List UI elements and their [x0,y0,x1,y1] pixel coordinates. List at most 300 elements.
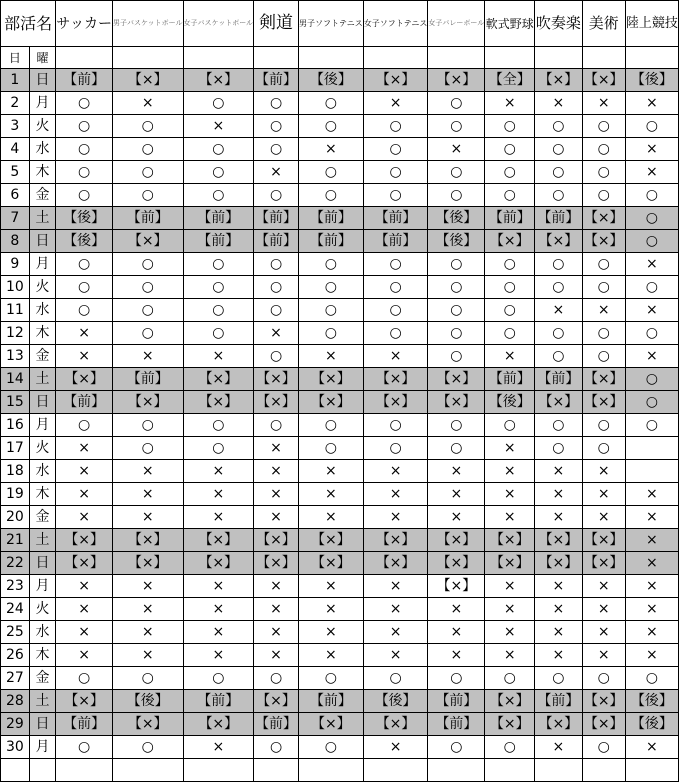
schedule-cell: ○ [535,184,582,207]
schedule-cell: × [363,575,428,598]
schedule-cell: 【×】 [183,391,254,414]
schedule-cell: × [485,345,535,368]
schedule-cell: ○ [56,184,113,207]
schedule-cell: × [582,575,625,598]
schedule-cell: ○ [113,414,184,437]
schedule-cell: × [254,621,299,644]
schedule-cell: × [299,506,364,529]
schedule-cell: 【前】 [485,207,535,230]
schedule-cell: × [363,345,428,368]
club-header-track-field: 陸上競技 [625,1,678,47]
schedule-cell: × [582,299,625,322]
schedule-cell: 【前】 [535,207,582,230]
schedule-cell [625,437,678,460]
schedule-cell: 【×】 [363,529,428,552]
schedule-cell: ○ [535,414,582,437]
schedule-cell: ○ [183,322,254,345]
schedule-cell: 【×】 [582,368,625,391]
schedule-cell: × [183,598,254,621]
schedule-cell: ○ [535,253,582,276]
schedule-cell: 【×】 [56,368,113,391]
schedule-cell: × [183,736,254,759]
schedule-cell: × [485,92,535,115]
table-row [1,92,679,115]
weekday: 金 [29,345,56,368]
schedule-cell: 【前】 [254,713,299,736]
schedule-cell: × [485,506,535,529]
schedule-cell: 【×】 [535,391,582,414]
schedule-cell: 【×】 [485,713,535,736]
weekday: 日 [29,69,56,92]
schedule-cell: ○ [582,253,625,276]
schedule-cell: × [535,460,582,483]
schedule-cell: ○ [363,138,428,161]
schedule-cell: ○ [183,184,254,207]
schedule-cell: 【前】 [56,713,113,736]
schedule-cell: 【×】 [254,552,299,575]
schedule-cell: ○ [56,161,113,184]
schedule-cell: ○ [299,736,364,759]
schedule-cell: × [56,437,113,460]
table-row [1,368,679,391]
schedule-cell: ○ [582,115,625,138]
schedule-cell: 【×】 [299,529,364,552]
schedule-cell: ○ [299,184,364,207]
schedule-cell: ○ [299,299,364,322]
schedule-cell: × [299,621,364,644]
schedule-cell: × [535,575,582,598]
table-row [1,506,679,529]
schedule-cell: 【×】 [113,69,184,92]
schedule-cell: ○ [56,667,113,690]
schedule-cell: ○ [299,253,364,276]
schedule-cell: 【×】 [363,552,428,575]
table-row [1,713,679,736]
schedule-cell: × [183,115,254,138]
day-number: 21 [1,529,30,552]
schedule-cell: × [625,575,678,598]
day-number: 25 [1,621,30,644]
club-header-kendo: 剣道 [254,1,299,47]
weekday: 木 [29,322,56,345]
day-number: 3 [1,115,30,138]
schedule-cell: ○ [183,276,254,299]
schedule-cell: × [625,529,678,552]
schedule-cell: ○ [113,253,184,276]
schedule-cell: 【×】 [363,69,428,92]
schedule-cell: × [56,345,113,368]
schedule-cell: × [582,506,625,529]
weekday: 水 [29,138,56,161]
schedule-cell [183,759,254,782]
schedule-cell: 【前】 [363,230,428,253]
schedule-cell: × [582,621,625,644]
weekday: 金 [29,184,56,207]
schedule-cell: × [113,644,184,667]
day-number: 24 [1,598,30,621]
schedule-cell: ○ [428,92,485,115]
schedule-cell: ○ [428,276,485,299]
schedule-cell: 【×】 [582,713,625,736]
day-number: 28 [1,690,30,713]
schedule-cell: × [535,598,582,621]
club-header-girls-volleyball: 女子バレーボール [428,1,485,47]
weekday: 金 [29,506,56,529]
schedule-cell: ○ [183,299,254,322]
weekday: 月 [29,736,56,759]
schedule-cell [113,759,184,782]
schedule-cell: × [113,460,184,483]
schedule-cell: ○ [254,276,299,299]
club-header-brass-band: 吹奏楽 [535,1,582,47]
schedule-cell: ○ [254,736,299,759]
schedule-cell: 【前】 [183,230,254,253]
schedule-cell: ○ [183,161,254,184]
schedule-cell: × [485,621,535,644]
schedule-cell: ○ [183,414,254,437]
table-row [1,437,679,460]
schedule-cell: ○ [363,299,428,322]
schedule-cell: 【×】 [113,391,184,414]
schedule-cell: ○ [299,161,364,184]
schedule-cell: 【×】 [183,529,254,552]
schedule-cell: ○ [363,437,428,460]
weekday: 火 [29,276,56,299]
schedule-cell [254,759,299,782]
table-row [1,207,679,230]
schedule-cell: ○ [428,184,485,207]
weekday: 火 [29,598,56,621]
schedule-cell: ○ [485,322,535,345]
schedule-cell: × [485,575,535,598]
table-row [1,184,679,207]
weekday: 日 [29,230,56,253]
table-row [1,138,679,161]
schedule-cell: ○ [363,115,428,138]
schedule-cell: ○ [56,299,113,322]
corner-title: 部活名 [1,1,56,47]
schedule-cell: ○ [183,253,254,276]
schedule-cell: ○ [428,161,485,184]
schedule-cell: × [625,506,678,529]
day-number: 18 [1,460,30,483]
schedule-cell: 【×】 [113,713,184,736]
schedule-cell: ○ [299,667,364,690]
table-row [1,529,679,552]
schedule-cell: ○ [535,161,582,184]
day-number: 29 [1,713,30,736]
schedule-cell: ○ [485,138,535,161]
schedule-cell: ○ [254,92,299,115]
weekday: 月 [29,575,56,598]
day-number: 22 [1,552,30,575]
schedule-cell: ○ [363,161,428,184]
schedule-cell: ○ [582,276,625,299]
table-row [1,598,679,621]
weekday [29,759,56,782]
schedule-cell [535,759,582,782]
schedule-cell: ○ [183,667,254,690]
schedule-cell [299,759,364,782]
day-number: 1 [1,69,30,92]
schedule-cell: × [254,598,299,621]
schedule-cell: ○ [485,276,535,299]
schedule-cell: 【後】 [113,690,184,713]
schedule-cell: ○ [485,667,535,690]
table-row [1,322,679,345]
schedule-cell: ○ [428,115,485,138]
schedule-cell: ○ [428,253,485,276]
schedule-cell: 【前】 [428,713,485,736]
schedule-cell: × [113,598,184,621]
schedule-cell: ○ [428,667,485,690]
schedule-cell: × [535,483,582,506]
schedule-cell: ○ [363,276,428,299]
schedule-cell: 【前】 [254,69,299,92]
schedule-cell: ○ [363,184,428,207]
schedule-cell: ○ [582,161,625,184]
schedule-cell: × [254,575,299,598]
schedule-cell: ○ [535,138,582,161]
schedule-cell: ○ [113,667,184,690]
schedule-cell: 【後】 [625,690,678,713]
club-header-soccer: サッカー [56,1,113,47]
schedule-cell: × [485,437,535,460]
day-number: 9 [1,253,30,276]
table-row [1,460,679,483]
schedule-cell: 【後】 [485,391,535,414]
day-number: 13 [1,345,30,368]
schedule-cell: ○ [428,299,485,322]
table-row [1,483,679,506]
schedule-cell: × [299,598,364,621]
schedule-cell: ○ [254,184,299,207]
schedule-cell: ○ [428,345,485,368]
schedule-cell: ○ [582,345,625,368]
schedule-cell: ○ [625,667,678,690]
schedule-cell: ○ [535,322,582,345]
schedule-cell: ○ [299,276,364,299]
schedule-cell: 【×】 [428,368,485,391]
schedule-cell: 【×】 [254,368,299,391]
schedule-cell: ○ [582,184,625,207]
schedule-cell: ○ [485,253,535,276]
schedule-cell: ○ [113,138,184,161]
schedule-cell: 【×】 [582,529,625,552]
schedule-cell: × [535,621,582,644]
schedule-cell: ○ [535,115,582,138]
schedule-cell: ○ [56,115,113,138]
schedule-cell: 【×】 [113,230,184,253]
schedule-cell: 【×】 [535,69,582,92]
schedule-cell: ○ [56,138,113,161]
schedule-cell: ○ [625,184,678,207]
table-row [1,276,679,299]
schedule-cell: × [363,598,428,621]
schedule-cell: ○ [254,115,299,138]
schedule-cell: × [299,644,364,667]
table-row [1,759,679,782]
schedule-cell: × [625,483,678,506]
schedule-cell: × [183,345,254,368]
schedule-cell: × [254,437,299,460]
schedule-cell: 【全】 [485,69,535,92]
schedule-cell: ○ [535,276,582,299]
table-row [1,69,679,92]
schedule-cell: × [625,161,678,184]
schedule-cell: × [183,644,254,667]
schedule-cell: ○ [625,322,678,345]
schedule-cell: ○ [625,207,678,230]
schedule-cell: × [56,483,113,506]
schedule-cell: × [582,483,625,506]
table-row [1,414,679,437]
schedule-cell: 【×】 [485,690,535,713]
schedule-cell: ○ [183,437,254,460]
club-header-girls-basketball: 女子バスケットボール [183,1,254,47]
table-row [1,161,679,184]
schedule-cell: × [625,345,678,368]
schedule-cell: 【×】 [485,552,535,575]
schedule-cell: 【前】 [56,391,113,414]
schedule-cell: × [428,460,485,483]
schedule-cell: × [254,506,299,529]
schedule-cell: ○ [113,161,184,184]
day-number: 23 [1,575,30,598]
day-number: 15 [1,391,30,414]
schedule-cell: 【×】 [582,391,625,414]
schedule-cell [625,460,678,483]
schedule-cell: 【前】 [428,690,485,713]
schedule-cell: ○ [363,414,428,437]
schedule-cell: ○ [183,138,254,161]
table-row [1,667,679,690]
schedule-cell: ○ [254,138,299,161]
weekday: 日 [29,552,56,575]
schedule-cell: × [535,506,582,529]
day-number: 26 [1,644,30,667]
schedule-cell: 【×】 [299,552,364,575]
schedule-cell: 【×】 [535,713,582,736]
schedule-cell: ○ [485,299,535,322]
table-row [1,621,679,644]
schedule-cell [582,759,625,782]
schedule-cell: 【×】 [535,552,582,575]
schedule-cell: × [299,345,364,368]
day-number: 27 [1,667,30,690]
schedule-cell: 【×】 [485,529,535,552]
schedule-cell: 【×】 [183,552,254,575]
schedule-cell: 【×】 [582,690,625,713]
schedule-cell: × [535,92,582,115]
schedule-cell [625,759,678,782]
schedule-cell: × [56,575,113,598]
schedule-cell: ○ [625,391,678,414]
day-number: 4 [1,138,30,161]
schedule-cell: 【×】 [254,391,299,414]
schedule-cell: × [113,483,184,506]
schedule-cell: × [428,644,485,667]
schedule-cell: ○ [254,253,299,276]
schedule-cell: 【前】 [299,207,364,230]
schedule-cell: ○ [485,184,535,207]
schedule-cell: × [56,460,113,483]
schedule-cell: ○ [183,92,254,115]
schedule-cell: × [485,644,535,667]
schedule-cell: 【前】 [485,368,535,391]
schedule-cell: × [428,598,485,621]
day-number: 8 [1,230,30,253]
schedule-cell: ○ [363,322,428,345]
schedule-cell: × [299,575,364,598]
schedule-cell: ○ [535,437,582,460]
schedule-cell: × [299,460,364,483]
weekday: 月 [29,92,56,115]
schedule-cell: ○ [299,414,364,437]
schedule-cell: ○ [113,322,184,345]
schedule-cell: 【×】 [254,529,299,552]
schedule-cell: 【前】 [363,207,428,230]
weekday: 日 [29,391,56,414]
day-number: 17 [1,437,30,460]
schedule-cell: × [625,92,678,115]
schedule-cell: ○ [254,414,299,437]
schedule-cell: 【×】 [363,368,428,391]
schedule-cell: ○ [299,115,364,138]
day-number: 6 [1,184,30,207]
schedule-cell: ○ [113,437,184,460]
day-number: 10 [1,276,30,299]
schedule-cell: 【×】 [56,552,113,575]
schedule-cell: ○ [625,276,678,299]
schedule-cell: ○ [582,736,625,759]
schedule-cell: 【×】 [428,391,485,414]
club-header-boys-soft-tennis: 男子ソフトテニス [299,1,364,47]
schedule-cell: ○ [582,437,625,460]
table-row [1,230,679,253]
schedule-cell: × [56,506,113,529]
day-number: 5 [1,161,30,184]
schedule-cell: 【×】 [299,368,364,391]
club-header-softball: 軟式野球 [485,1,535,47]
weekday: 水 [29,460,56,483]
schedule-cell: ○ [485,161,535,184]
schedule-cell: × [113,575,184,598]
schedule-cell: × [625,621,678,644]
schedule-cell: 【×】 [428,575,485,598]
schedule-cell: 【前】 [254,230,299,253]
schedule-cell: × [485,460,535,483]
weekday: 火 [29,115,56,138]
day-number: 20 [1,506,30,529]
day-number: 19 [1,483,30,506]
schedule-cell: ○ [254,345,299,368]
schedule-cell: ○ [485,115,535,138]
schedule-cell: 【×】 [582,230,625,253]
schedule-cell: × [582,644,625,667]
schedule-cell: × [183,506,254,529]
table-row [1,575,679,598]
schedule-cell: ○ [363,253,428,276]
schedule-cell: ○ [56,736,113,759]
schedule-cell: × [363,483,428,506]
schedule-cell: 【×】 [485,230,535,253]
schedule-cell: ○ [485,414,535,437]
schedule-cell: × [299,483,364,506]
schedule-cell: 【×】 [183,713,254,736]
schedule-cell: ○ [113,184,184,207]
schedule-cell: 【×】 [56,529,113,552]
